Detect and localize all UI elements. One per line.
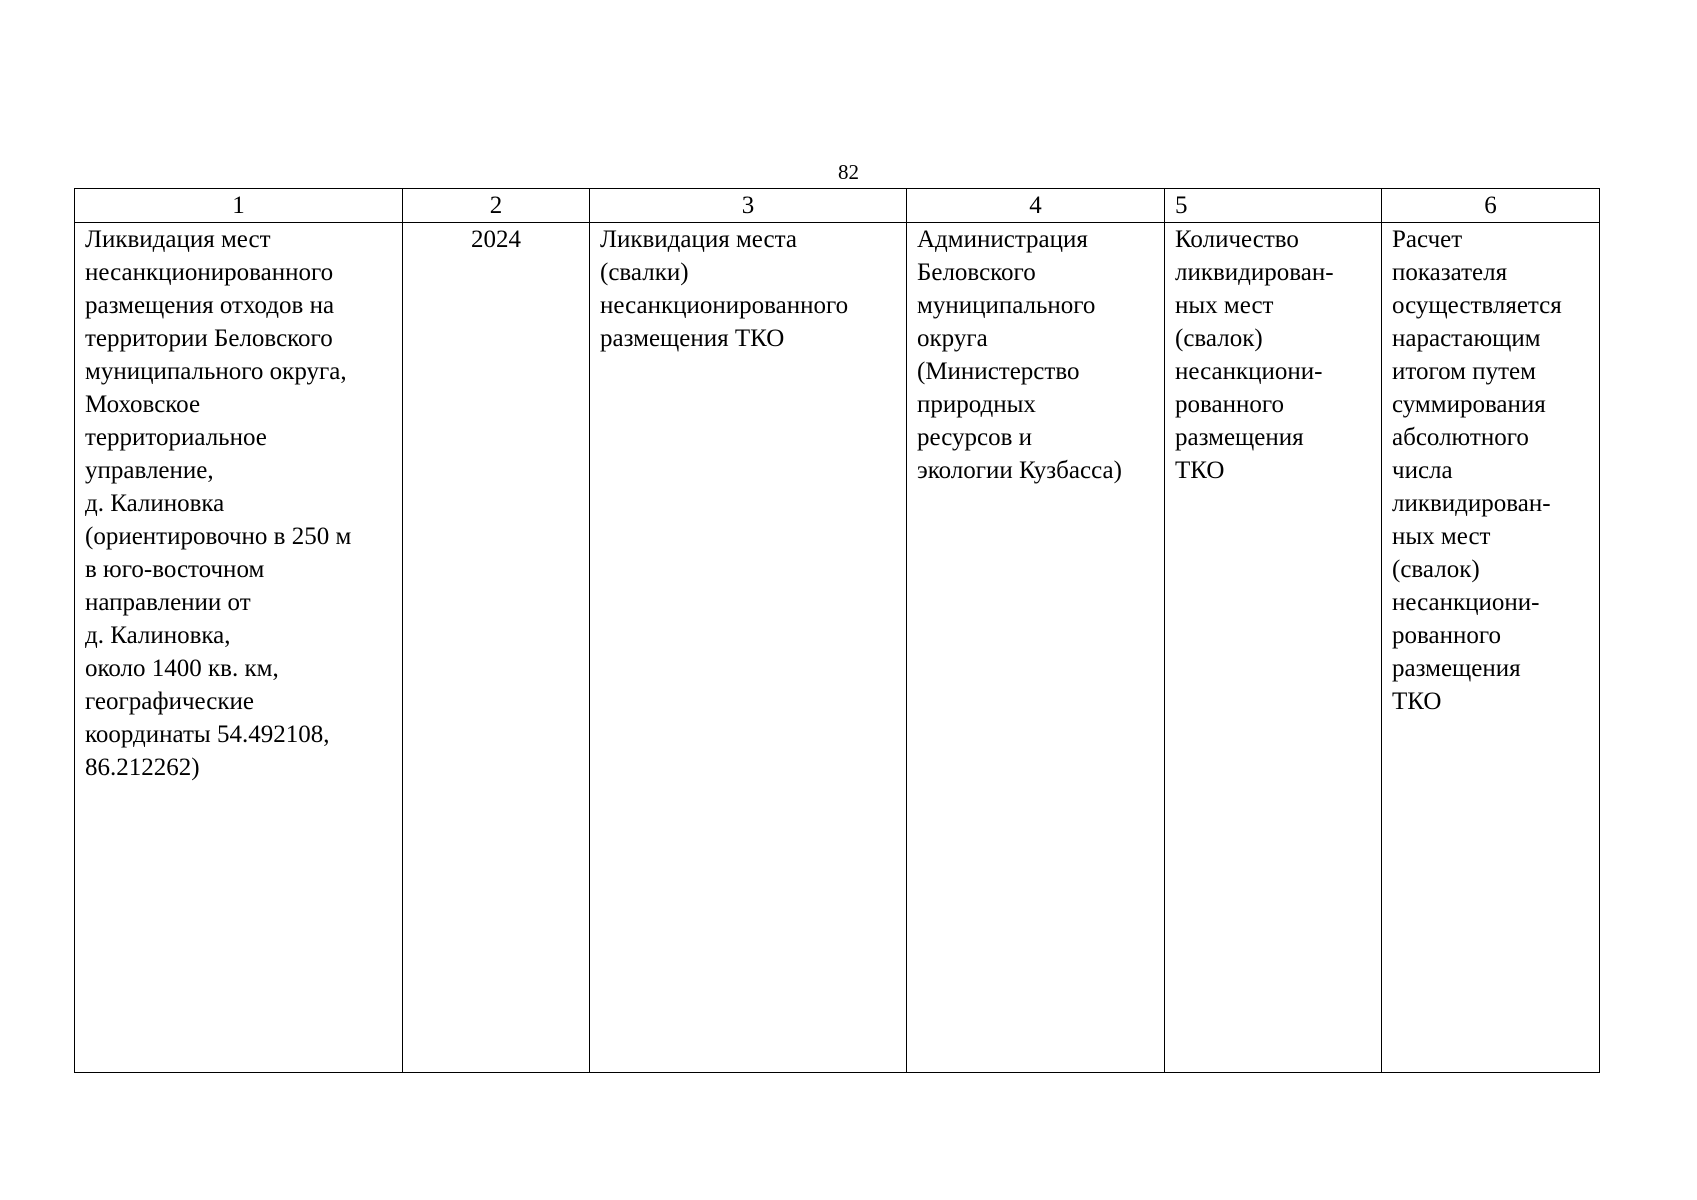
table-row [75,223,1600,1073]
column-header-2: 2 [403,189,590,223]
table-header-row [75,189,1600,223]
indicator-cell: Количество ликвидирован- ных мест (свалок) несанкциони- рованного размещения ТКО [1165,223,1382,1073]
data-table [74,188,1600,1073]
column-header-5: 5 [1165,189,1382,223]
year-cell: 2024 [403,223,590,1073]
result-cell: Ликвидация места (свалки) несанкционированного размещения ТКО [590,223,907,1073]
column-header-3: 3 [590,189,907,223]
column-header-4: 4 [907,189,1165,223]
column-header-1: 1 [75,189,403,223]
page-number: 82 [838,160,859,184]
responsible-cell: Администрация Беловского муниципального округа (Министерство природных ресурсов и экологии Кузбасса) [907,223,1165,1073]
event-description-cell: Ликвидация мест несанкционированного размещения отходов на территории Беловского муниципального округа, Моховское территориальное управление, д. Калиновка (ориентировочно в 250 м в юго-восточном направлении от д. Калиновка, около 1400 кв. км, географические координаты 54.492108, 86.212262) [75,223,403,1073]
calculation-method-cell: Расчет показателя осуществляется нарастающим итогом путем суммирования абсолютного числа ликвидирован- ных мест (свалок) несанкциони- рованного размещения ТКО [1382,223,1600,1073]
column-header-6: 6 [1382,189,1600,223]
